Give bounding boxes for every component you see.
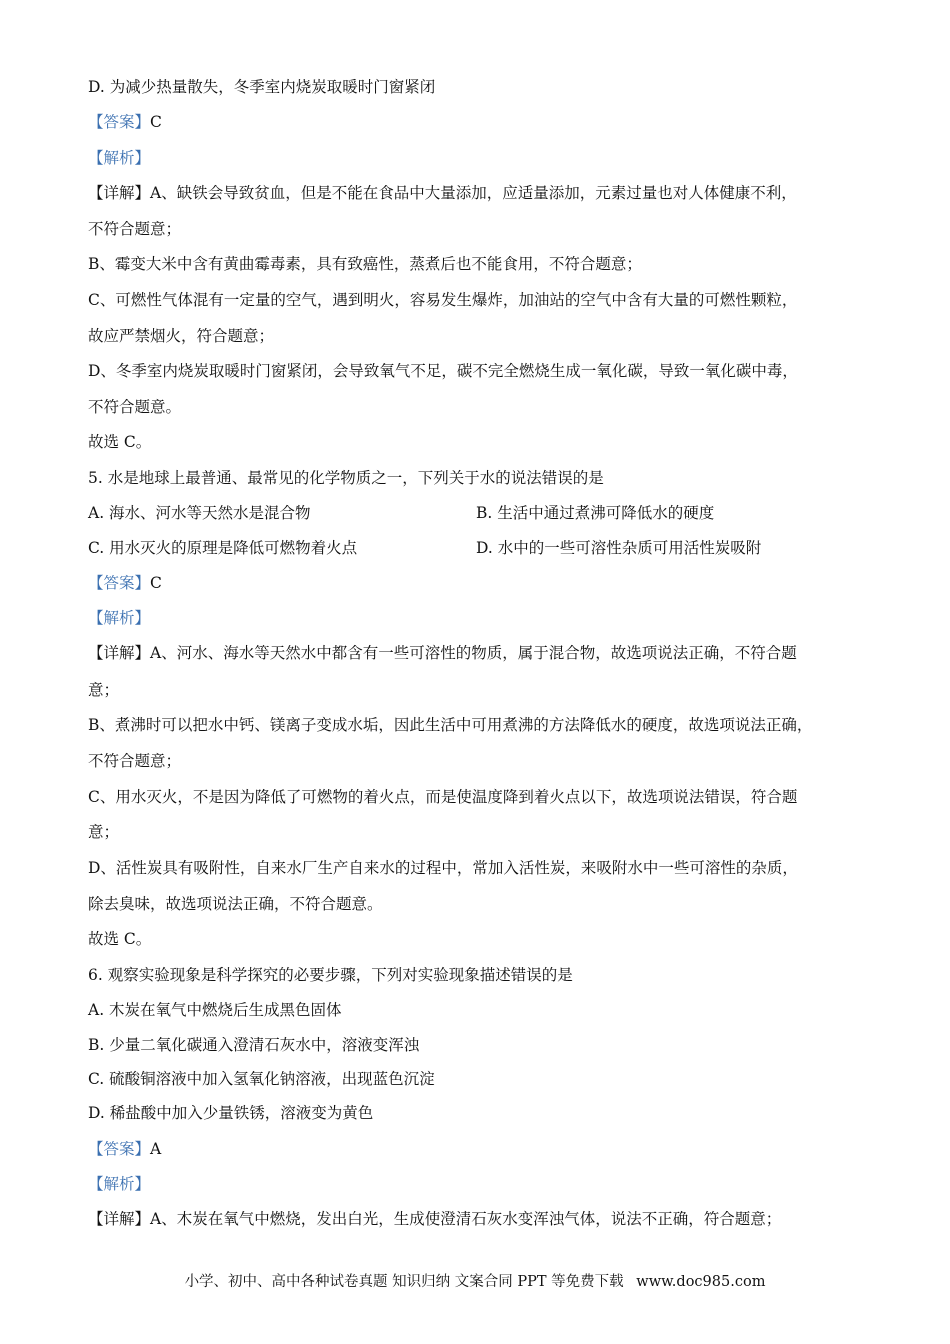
q5-analysis-label: 【解析】 [88,609,151,627]
q4-detail-a-cont: 不符合题意； [88,220,182,238]
q6-option-b: B. 少量二氧化碳通入澄清石灰水中，溶液变浑浊 [88,1036,420,1054]
detail-text: A、缺铁会导致贫血，但是不能在食品中大量添加，应适量添加，元素过量也对人体健康不利， [150,184,797,202]
detail-label: 【详解】 [88,184,151,202]
q5-option-a: A. 海水、河水等天然水是混合物 [88,504,311,522]
q5-detail-a-cont: 意； [88,681,120,699]
answer-label: 【答案】 [88,113,151,131]
q6-analysis-label: 【解析】 [88,1175,151,1193]
answer-value: A [150,1140,162,1158]
detail-label: 【详解】 [88,1210,151,1228]
page-footer [0,1270,950,1291]
q6-option-c: C. 硫酸铜溶液中加入氢氧化钠溶液，出现蓝色沉淀 [88,1070,435,1088]
q4-detail-d: D、冬季室内烧炭取暖时门窗紧闭，会导致氧气不足，碳不完全燃烧生成一氧化碳，导致一氧化碳中毒， [88,362,798,380]
q4-detail-c-cont: 故应严禁烟火，符合题意； [88,327,275,345]
detail-label: 【详解】 [88,644,151,662]
q4-detail-d-cont: 不符合题意。 [88,398,182,416]
q5-detail-c-cont: 意； [88,823,120,841]
answer-label: 【答案】 [88,1140,151,1158]
q4-detail-a [88,183,797,203]
detail-text: A、木炭在氧气中燃烧，发出白光，生成使澄清石灰水变浑浊气体，说法不正确，符合题意； [150,1210,782,1228]
q6-answer [88,1139,161,1159]
q6-option-d: D. 稀盐酸中加入少量铁锈，溶液变为黄色 [88,1104,374,1122]
q6-detail-a [88,1209,781,1229]
q5-detail-d-cont: 除去臭味，故选项说法正确，不符合题意。 [88,895,383,913]
q5-detail-a [88,643,797,663]
q5-detail-b-cont: 不符合题意； [88,752,182,770]
q5-option-b: B. 生活中通过煮沸可降低水的硬度 [476,504,715,522]
q4-choice: 故选 C。 [88,433,152,451]
q4-detail-c: C、可燃性气体混有一定量的空气，遇到明火，容易发生爆炸，加油站的空气中含有大量的可燃性颗粒， [88,291,798,309]
q4-detail-b: B、霉变大米中含有黄曲霉毒素，具有致癌性，蒸煮后也不能食用，不符合题意； [88,255,642,273]
q5-option-d: D. 水中的一些可溶性杂质可用活性炭吸附 [476,539,762,557]
q4-option-d: D. 为减少热量散失，冬季室内烧炭取暖时门窗紧闭 [88,78,436,96]
q6-option-a: A. 木炭在氧气中燃烧后生成黑色固体 [88,1001,342,1019]
q5-option-c: C. 用水灭火的原理是降低可燃物着火点 [88,539,358,557]
q4-analysis-label: 【解析】 [88,149,151,167]
q5-detail-d: D、活性炭具有吸附性，自来水厂生产自来水的过程中，常加入活性炭，来吸附水中一些可溶性的杂质， [88,859,798,877]
answer-value: C [150,574,162,592]
q5-answer [88,573,162,593]
footer-link[interactable]: www.doc985.com [636,1274,766,1290]
q5-detail-b: B、煮沸时可以把水中钙、镁离子变成水垢，因此生活中可用煮沸的方法降低水的硬度，故选项说法正确， [88,716,813,734]
q6-stem: 6. 观察实验现象是科学探究的必要步骤，下列对实验现象描述错误的是 [88,966,573,984]
q5-stem: 5. 水是地球上最普通、最常见的化学物质之一，下列关于水的说法错误的是 [88,469,604,487]
q5-choice: 故选 C。 [88,930,152,948]
answer-value: C [150,113,162,131]
q5-detail-c: C、用水灭火，不是因为降低了可燃物的着火点，而是使温度降到着火点以下，故选项说法错误，符合题 [88,788,798,806]
footer-text: 小学、初中、高中各种试卷真题 知识归纳 文案合同 PPT 等免费下载 [184,1274,624,1290]
answer-label: 【答案】 [88,574,151,592]
q4-answer [88,112,162,132]
detail-text: A、河水、海水等天然水中都含有一些可溶性的物质，属于混合物，故选项说法正确，不符合题 [150,644,797,662]
